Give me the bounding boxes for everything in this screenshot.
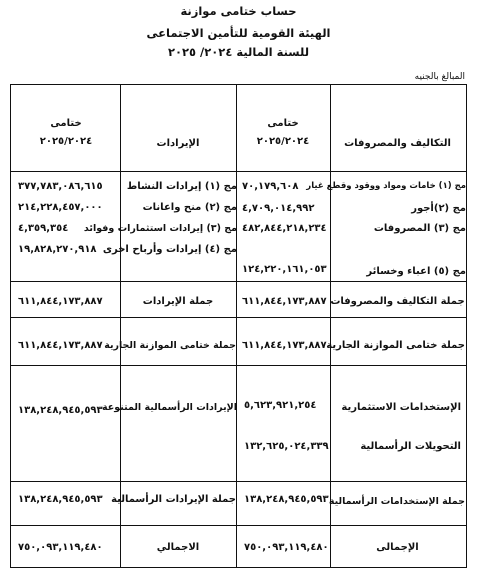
cost-item-value: ٧٠,١٧٩,٦٠٨ xyxy=(242,181,299,192)
row-divider xyxy=(11,525,466,526)
investment-uses-label: الإستخدامات الاستثمارية xyxy=(341,402,461,413)
currency-note: المبالغ بالجنيه xyxy=(414,72,465,82)
row-divider xyxy=(11,171,466,172)
cost-item-value: ٤,٧٠٩,٠١٤,٩٩٢ xyxy=(242,203,315,214)
capital-transfers-label: التحويلات الرأسمالية xyxy=(360,441,461,452)
grand-total-label: الإجمالى xyxy=(376,542,419,553)
revenue-item-value: ٢١٤,٢٢٨,٤٥٧,٠٠٠ xyxy=(18,202,103,213)
revenue-item-label: مج (٣) إيرادات استثمارات وفوائد xyxy=(83,223,237,234)
report-title: حساب ختامى موازنة xyxy=(180,4,297,18)
row-divider xyxy=(11,365,466,366)
revenue-item-label: مج (١) إيرادات النشاط xyxy=(126,181,237,192)
col-divider xyxy=(236,85,237,567)
grand-total-value: ٧٥٠,٠٩٣,١١٩,٤٨٠ xyxy=(244,542,329,553)
current-budget-total-label: جملة ختامى الموازنة الجارية xyxy=(104,340,236,351)
current-budget-total-value: ٦١١,٨٤٤,١٧٣,٨٨٧ xyxy=(18,340,103,351)
revenue-item-label: مج (٤) إيرادات وأرباح اخرى xyxy=(102,244,237,255)
costs-header: التكاليف والمصروفات xyxy=(344,138,451,149)
row-divider xyxy=(11,281,466,282)
fiscal-year: للسنة المالية ٢٠٢٤/ ٢٠٢٥ xyxy=(167,45,310,59)
capital-revenues-total-value: ١٣٨,٢٤٨,٩٤٥,٥٩٣ xyxy=(18,494,103,505)
capital-uses-total-label: جملة الإستخدامات الرأسمالية xyxy=(328,496,465,507)
cost-item-label: مج (٢)أجور xyxy=(411,203,466,214)
col-divider xyxy=(330,85,331,567)
revenue-item-label: مج (٢) منح واعانات xyxy=(142,202,237,213)
misc-capital-revenue-value: ١٣٨,٢٤٨,٩٤٥,٥٩٣ xyxy=(18,405,103,416)
investment-uses-value: ٥,٦٢٣,٩٢١,٢٥٤ xyxy=(244,400,317,411)
misc-capital-revenue-label: الإيرادات الرأسمالية المتنوعة xyxy=(102,402,237,413)
revenue-item-value: ٤,٣٥٩,٣٥٤ xyxy=(18,223,69,234)
capital-uses-total-value: ١٣٨,٢٤٨,٩٤٥,٥٩٣ xyxy=(244,494,329,505)
capital-revenues-total-label: جملة الإيرادات الرأسمالية xyxy=(111,494,236,505)
row-divider xyxy=(11,481,466,482)
revenues-total-label: جملة الإيرادات xyxy=(142,296,214,307)
revenues-header: الإيرادات xyxy=(156,138,200,149)
costs-final-date: ٢٠٢٥/٢٠٢٤ xyxy=(256,136,310,147)
grand-total-value: ٧٥٠,٠٩٣,١١٩,٤٨٠ xyxy=(18,542,103,553)
grand-total-label: الاجمالي xyxy=(156,542,200,553)
cost-item-label: مج (٥) اعباء وخسائر xyxy=(366,266,466,277)
revenues-final-date: ٢٠٢٥/٢٠٢٤ xyxy=(39,136,93,147)
revenues-final-label: ختامى xyxy=(50,118,82,129)
current-budget-total-label: جملة ختامى الموازنة الجارية xyxy=(326,340,465,351)
revenues-total-value: ٦١١,٨٤٤,١٧٣,٨٨٧ xyxy=(18,296,103,307)
row-divider xyxy=(11,317,466,318)
cost-item-value: ١٢٤,٢٢٠,١٦١,٠٥٣ xyxy=(242,264,327,275)
cost-item-label: مج (١) خامات ومواد ووقود وقطع غيار xyxy=(306,181,466,191)
cost-item-label: مج (٣) المصروفات xyxy=(373,223,466,234)
current-budget-total-value: ٦١١,٨٤٤,١٧٣,٨٨٧ xyxy=(242,340,327,351)
revenue-item-value: ٣٧٧,٧٨٣,٠٨٦,٦١٥ xyxy=(18,181,103,192)
costs-total-label: جملة التكاليف والمصروفات xyxy=(330,296,465,307)
organization-name: الهيئة القومية للتأمين الاجتماعى xyxy=(146,26,331,40)
revenue-item-value: ١٩,٨٢٨,٢٧٠,٩١٨ xyxy=(18,244,97,255)
costs-final-label: ختامى xyxy=(267,118,299,129)
cost-item-value: ٤٨٢,٨٤٤,٢١٨,٢٣٤ xyxy=(242,223,327,234)
capital-transfers-value: ١٣٢,٦٢٥,٠٢٤,٣٣٩ xyxy=(244,441,329,452)
costs-total-value: ٦١١,٨٤٤,١٧٣,٨٨٧ xyxy=(242,296,327,307)
